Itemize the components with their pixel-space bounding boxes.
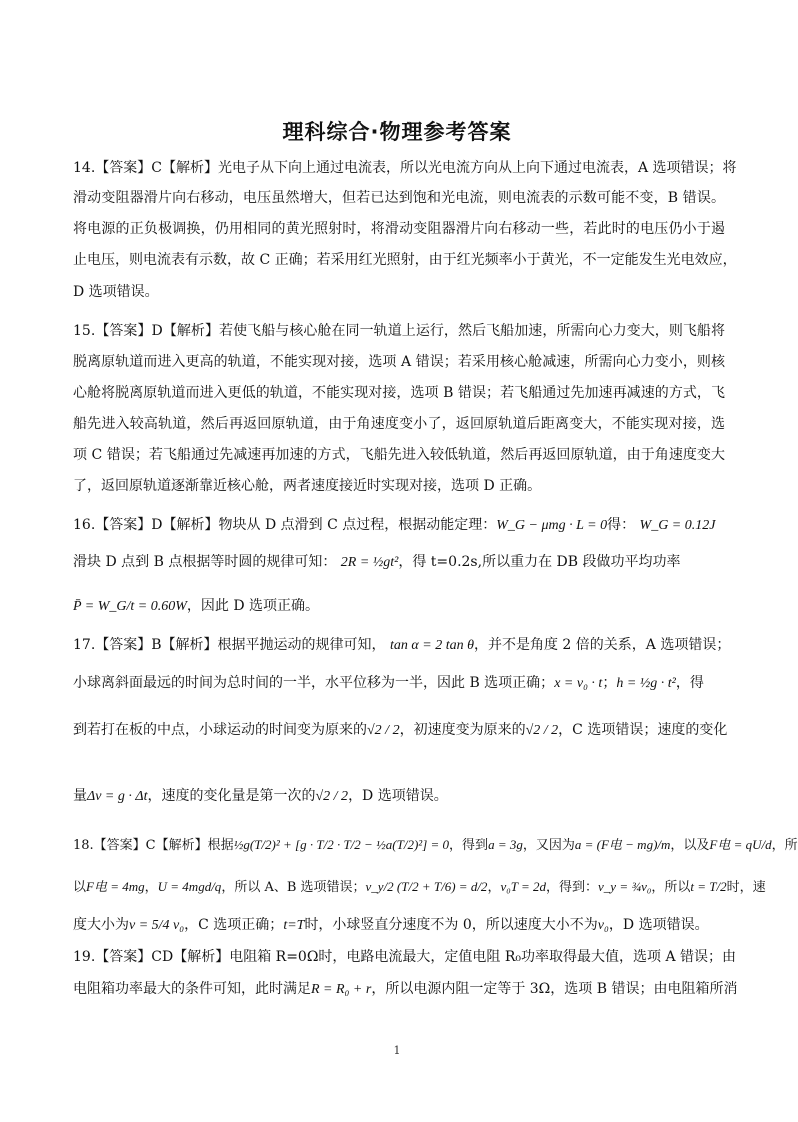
q18-text-2e: 时，速 xyxy=(726,880,766,895)
q18-text-t-eq-T: t=T xyxy=(283,918,305,933)
q17-text-1b: ，并不是角度 2 倍的关系，A 选项错误； xyxy=(473,637,731,653)
q17-line-2: 小球离斜面最远的时间为总时间的一半，水平位移为一半，因此 B 选项正确；x = v₀ · t；h = ½g · t²，得 xyxy=(73,675,704,691)
q15-line-3: 心舱将脱离原轨道而进入更低的轨道，不能实现对接，选项 B 错误；若飞船通过先加速再减速的方式，飞 xyxy=(73,385,725,401)
page-number: 1 xyxy=(393,1044,401,1057)
q17-text-4a: 量 xyxy=(73,788,87,804)
q18-eq-v0: v₀ xyxy=(597,918,609,933)
q16-text-1b: 得： xyxy=(607,517,636,533)
q16-eq-power: P̄ = W_G/t = 0.60W xyxy=(73,599,187,614)
q15-line-2: 脱离原轨道而进入更高的轨道，不能实现对接，选项 A 错误；若采用核心舱减速，所需向心力变小，则核 xyxy=(73,354,725,370)
q18-text-1d: ，以及 xyxy=(670,838,710,853)
q18-text-1c: ，又因为 xyxy=(522,838,575,853)
q17-line-4 xyxy=(73,786,725,807)
q17-text-2a: 小球离斜面最远的时间为总时间的一半，水平位移为一半，因此 B 选项正确； xyxy=(73,675,555,691)
q16-text-3b: ，因此 D 选项正确。 xyxy=(186,598,320,614)
q16-line-3 xyxy=(73,596,725,617)
q16-text-2b: ，得 t=0.2s,所以重力在 DB 段做功平均功率 xyxy=(398,554,681,570)
q18-text-3b: ，C 选项正确； xyxy=(184,917,284,933)
q15-line-4: 船先进入较高轨道，然后再返回原轨道，由于角速度变小了，返回原轨道后距离变大，不能实现对接，选 xyxy=(73,416,725,432)
q18-eq-a: a = 3g xyxy=(488,837,523,852)
q19-eq-r: R = R₀ + r xyxy=(311,982,372,997)
q18-text-3e: ，D 选项错误。 xyxy=(608,917,709,933)
q17-text-3c: ，C 选项错误；速度的变化 xyxy=(558,722,728,738)
q17-text-4b: ，速度的变化量是第一次的 xyxy=(147,788,316,804)
q18-line-2: 以F电 = 4mg，U = 4mgd/q，所以 A、B 选项错误；v_y/2 (T/2 + T/6) = d/2，v₀T = 2d，得到：v_y = ¾v₀，所以t = T/2时，速 xyxy=(73,879,766,895)
q16-eq-work: W_G = 0.12J xyxy=(639,518,716,533)
q15-line-1: 15.【答案】D【解析】若使飞船与核心舱在同一轨道上运行，然后飞船加速，所需向心力变大，则飞船将 xyxy=(73,323,725,339)
q14-line-2: 滑动变阻器滑片向右移动，电压虽然增大，但若已达到饱和光电流，则电流表的示数可能不变，B 错误。 xyxy=(73,190,725,206)
q16-line-2 xyxy=(73,552,725,573)
q17-text-3a: 到若打在板的中点，小球运动的时间变为原来的 xyxy=(73,722,367,738)
q18-text-1b: ，得到 xyxy=(449,838,489,853)
q17-text-3b: ，初速度变为原来的 xyxy=(399,722,526,738)
q16-eq-circle: 2R = ½gt² xyxy=(340,555,399,570)
q17-line-3 xyxy=(73,720,728,741)
q18-text-2b: ，所以 A、B 选项错误； xyxy=(221,880,366,895)
q18-line-1 xyxy=(73,835,798,856)
q18-eq-v: v = 5/4 v₀ xyxy=(129,918,185,933)
q14-line-5: D 选项错误。 xyxy=(73,284,159,300)
q19-line-1: 19.【答案】CD【解析】电阻箱 R=0Ω时，电路电流最大，定值电阻 R₀功率取得最大值，选项 A 错误；由 xyxy=(73,949,737,965)
q15-line-5: 项 C 错误；若飞船通过先减速再加速的方式，飞船先进入较低轨道，然后再返回原轨道，由于角速度变大 xyxy=(73,447,725,463)
q14-line-1: 14.【答案】C【解析】光电子从下向上通过电流表，所以光电流方向从上向下通过电流表，A 选项错误；将 xyxy=(73,160,737,176)
q16-eq-work-energy: W_G − μmg · L = 0 xyxy=(496,518,608,533)
q18-line-3 xyxy=(73,915,725,936)
q17-eq-tan: tan α = 2 tan θ xyxy=(390,638,474,653)
q18-eq-t: t = T/2 xyxy=(690,879,727,894)
q19-line-2 xyxy=(73,979,738,1000)
q15-line-6: 了，返回原轨道逐渐靠近核心舱，两者速度接近时实现对接，选项 D 正确。 xyxy=(73,478,542,494)
q17-eq-dv: Δv = g · Δt xyxy=(87,789,148,804)
q18-eq-vy-d: v_y/2 (T/2 + T/6) = d/2 xyxy=(365,879,488,894)
q17-eq-x: x = v₀ · t xyxy=(554,676,603,691)
q16-text-1a: 16.【答案】D【解析】物块从 D 点滑到 C 点过程，根据动能定理： xyxy=(73,517,497,533)
q17-frac-sqrt2-a: √2 / 2 xyxy=(367,723,400,738)
q14-line-3: 将电源的正负极调换，仍用相同的黄光照射时，将滑动变阻器滑片向右移动一些，若此时的电压仍小于遏 xyxy=(73,221,725,237)
q18-text-2c: ，得到： xyxy=(546,880,599,895)
q18-eq-a-force: a = (F电 − mg)/m xyxy=(574,837,671,852)
q18-eq-motion: ½g(T/2)² + [g · T/2 · T/2 − ½a(T/2)²] = 0 xyxy=(233,837,450,852)
q17-text-2b: ，得 xyxy=(675,675,704,691)
q17-frac-sqrt2-c: √2 / 2 xyxy=(315,789,349,804)
q18-text-2d: ，所以 xyxy=(651,880,691,895)
q18-text-1a: 18.【答案】C【解析】根据 xyxy=(73,838,234,853)
q18-text-1e: ，所 xyxy=(771,838,798,853)
q18-eq-u: U = 4mgd/q xyxy=(157,879,222,894)
q18-text-3d: 时，小球竖直分速度不为 0，所以速度大小不为 xyxy=(304,917,598,933)
q18-eq-vy: v_y = ¾v₀ xyxy=(598,879,652,894)
page-title: 理科综合·物理参考答案 xyxy=(282,120,512,144)
q16-text-2a: 滑块 D 点到 B 点根据等时圆的规律可知： xyxy=(73,554,337,570)
q17-frac-sqrt2-b: √2 / 2 xyxy=(525,723,559,738)
q18-text-2a: 以 xyxy=(73,880,87,895)
q19-text-2b: ，所以电源内阻一定等于 3Ω，选项 B 错误；由电阻箱所消 xyxy=(371,981,738,997)
q18-eq-f: F电 = 4mg xyxy=(86,879,145,894)
q17-eq-h: h = ½g · t² xyxy=(616,676,676,691)
q14-line-4: 止电压，则电流表有示数，故 C 正确；若采用红光照射，由于红光频率小于黄光，不一定能发生光电效应， xyxy=(73,252,737,268)
q17-text-1a: 17.【答案】B【解析】根据平抛运动的规律可知， xyxy=(73,637,386,653)
q17-text-4c: ，D 选项错误。 xyxy=(348,788,448,804)
q18-text-3a: 度大小为 xyxy=(73,917,129,933)
q16-line-1 xyxy=(73,515,725,536)
q18-eq-f-field: F电 = qU/d xyxy=(709,837,772,852)
q18-eq-v0t: v₀T = 2d xyxy=(500,879,547,894)
q19-text-2a: 电阻箱功率最大的条件可知，此时满足 xyxy=(73,981,311,997)
q17-line-1 xyxy=(73,635,731,656)
